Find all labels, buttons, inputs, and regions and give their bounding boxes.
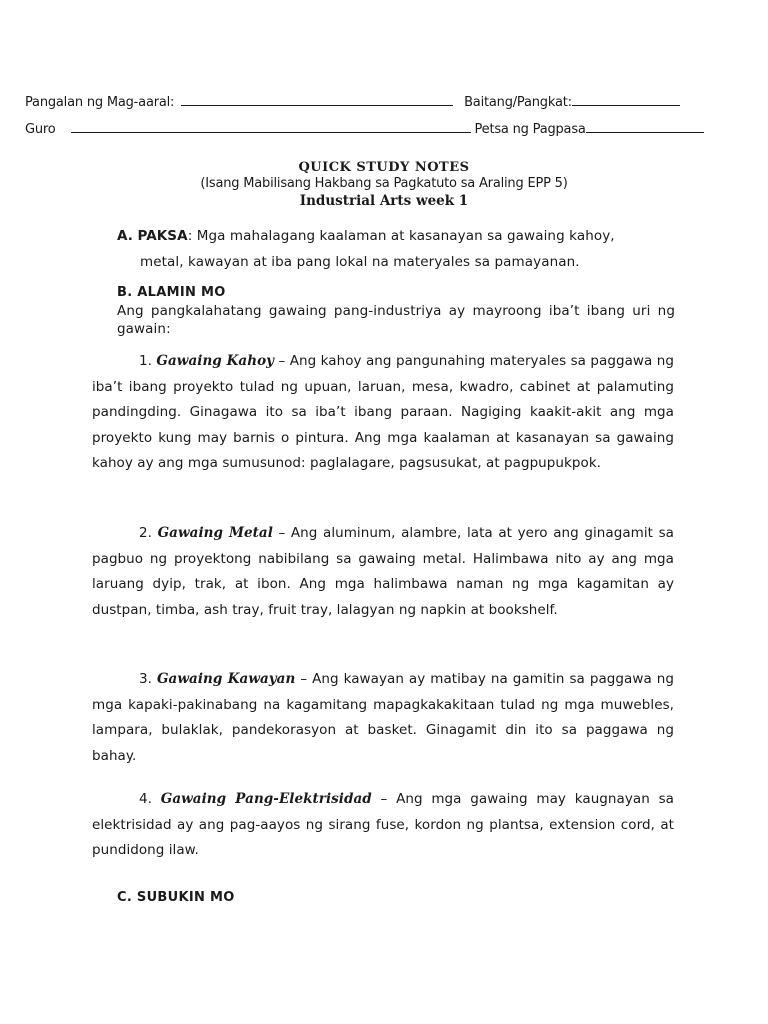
submission-date-field[interactable]	[586, 120, 704, 133]
student-info-row	[25, 93, 725, 110]
section-c-heading: C. SUBUKIN MO	[117, 890, 235, 905]
page-title: QUICK STUDY NOTES	[298, 160, 470, 175]
list-item-gawaing-pang-elektrisidad	[92, 787, 674, 864]
list-item-gawaing-metal	[92, 521, 674, 623]
section-a-label: PAKSA	[137, 228, 188, 244]
list-item-term: Gawaing Kawayan	[156, 671, 296, 687]
section-a-marker: A.	[117, 228, 134, 244]
section-a-text-continued: metal, kawayan at iba pang lokal na materyales sa pamayanan.	[140, 253, 580, 270]
list-item-term: Gawaing Kahoy	[156, 353, 275, 369]
list-item-number: 4.	[139, 791, 152, 807]
list-item-gawaing-kahoy	[92, 349, 674, 477]
week-label: Industrial Arts week 1	[299, 193, 469, 209]
list-item-gawaing-kawayan	[92, 667, 674, 769]
grade-section-label: Baitang/Pangkat:	[464, 95, 572, 110]
list-item-text: – Ang mga gawaing may kaugnayan sa elektrisidad ay ang pag-aayos ng sirang fuse, kordon ng plantsa, extension cord, at pundidong ilaw.	[92, 791, 674, 858]
student-name-label: Pangalan ng Mag-aaral:	[25, 95, 175, 110]
grade-section-field[interactable]	[572, 93, 680, 106]
section-b-intro: Ang pangkalahatang gawaing pang-industriya ay mayroong iba’t ibang uri ng gawain:	[117, 303, 675, 337]
teacher-field[interactable]	[71, 120, 471, 133]
list-item-text: – Ang aluminum, alambre, lata at yero ang ginagamit sa pagbuo ng proyektong nabibilang sa gawaing metal. Halimbawa nito ay ang mga laruang dyip, trak, at ibon. Ang mga halimbawa naman ng mga kagamitan ay dustpan, timba, ash tray, fruit tray, lalagyan ng napkin at bookshelf.	[92, 525, 675, 618]
list-item-number: 2.	[139, 525, 152, 541]
section-a-text: : Mga mahalagang kaalaman at kasanayan sa gawaing kahoy,	[187, 228, 615, 244]
list-item-term: Gawaing Pang-Elektrisidad	[160, 791, 372, 807]
page-subtitle: (Isang Mabilisang Hakbang sa Pagkatuto sa Araling EPP 5)	[200, 176, 568, 191]
list-item-number: 3.	[139, 671, 152, 687]
section-b-heading: B. ALAMIN MO	[117, 285, 226, 300]
teacher-info-row	[25, 120, 725, 137]
list-item-text: – Ang kahoy ang pangunahing materyales sa paggawa ng iba’t ibang proyekto tulad ng upuan, laruan, mesa, kwadro, cabinet at palamuting pandingding. Ginagawa ito sa iba’t ibang paraan. Nagiging kaakit-akit ang mga proyekto kung may barnis o pintura. Ang mga kaalaman at kasanayan sa gawaing kahoy ay ang mga sumusunod: paglalagare, pagsusukat, at pagpupukpok.	[92, 353, 674, 471]
student-name-field[interactable]	[181, 93, 453, 106]
teacher-label: Guro	[25, 122, 56, 137]
list-item-term: Gawaing Metal	[157, 525, 273, 541]
section-a-paksa	[117, 224, 677, 275]
list-item-text: – Ang kawayan ay matibay na gamitin sa paggawa ng mga kapaki-pakinabang na kagamitang mapagkakakitaan tulad ng mga muwebles, lampara, bulaklak, pandekorasyon at basket. Ginagamit din ito sa paggawa ng bahay.	[92, 671, 674, 764]
list-item-number: 1.	[139, 353, 152, 369]
submission-date-label: Petsa ng Pagpasa	[474, 122, 586, 137]
